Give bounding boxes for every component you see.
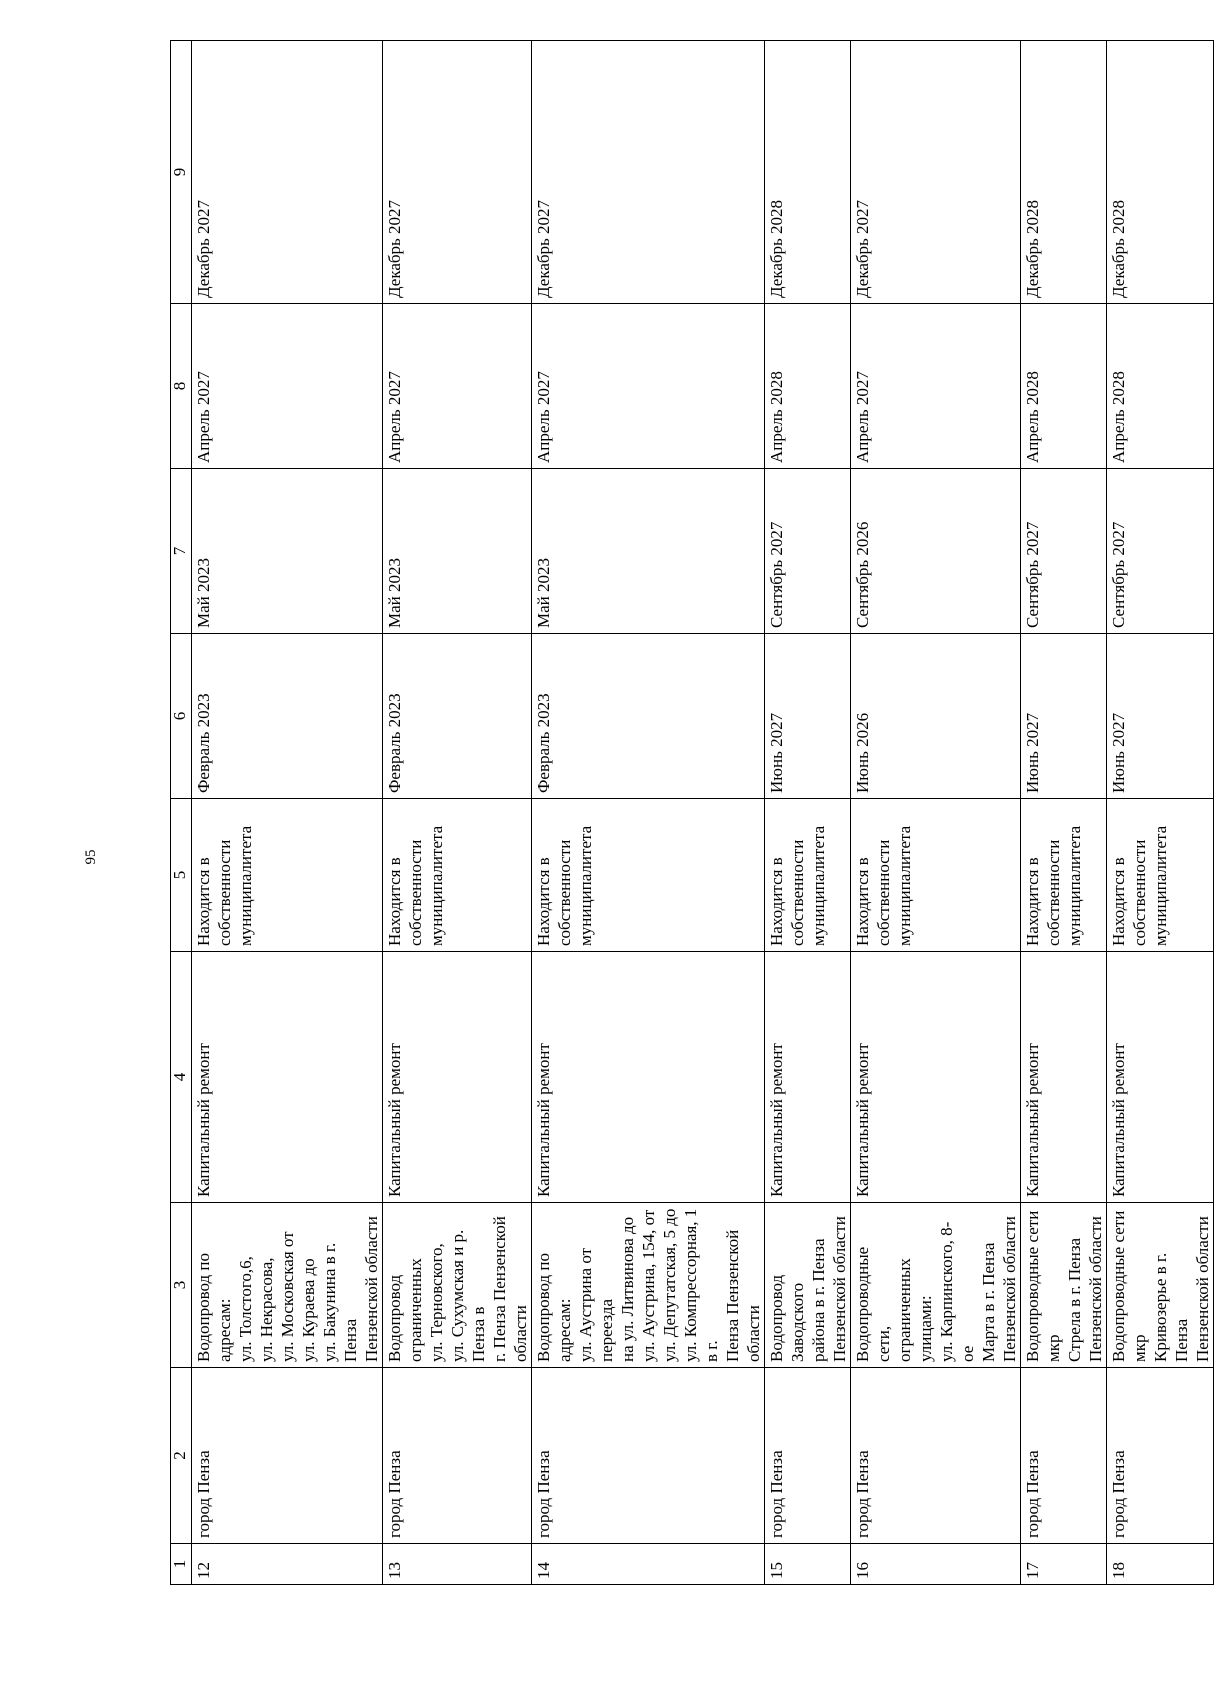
end-date-cell: Сентябрь 2026: [851, 469, 1021, 634]
work-type-cell: Капитальный ремонт: [851, 952, 1021, 1203]
ownership-cell: Находится в собственности муниципалитета: [765, 799, 851, 952]
start-date-cell: Июнь 2027: [765, 634, 851, 799]
locality-cell: город Пенза: [765, 1368, 851, 1544]
object-cell: Водопровод Заводского района в г. Пенза Пензенской области: [765, 1203, 851, 1368]
table-row: [1021, 41, 1107, 1585]
col8-date-cell: Апрель 2027: [192, 304, 383, 469]
locality-cell: город Пенза: [383, 1368, 532, 1544]
object-cell: Водопровод по адресам: ул. Аустрина от переезда на ул. Литвинова до ул. Аустрина, 154, от ул. Депутатская, 5 до ул. Компрессорная, 1 в г. Пенза Пензенской области: [532, 1203, 765, 1368]
start-date-cell: Февраль 2023: [383, 634, 532, 799]
locality-cell: город Пенза: [1107, 1368, 1214, 1544]
row-number: 15: [765, 1544, 851, 1585]
row-number: 13: [383, 1544, 532, 1585]
table-row: [532, 41, 765, 1585]
col9-date-cell: Декабрь 2027: [383, 41, 532, 304]
col8-date-cell: Апрель 2027: [532, 304, 765, 469]
end-date-cell: Май 2023: [383, 469, 532, 634]
work-type-cell: Капитальный ремонт: [192, 952, 383, 1203]
start-date-cell: Июнь 2026: [851, 634, 1021, 799]
ownership-cell: Находится в собственности муниципалитета: [1021, 799, 1107, 952]
col9-date-cell: Декабрь 2027: [532, 41, 765, 304]
col9-date-cell: Декабрь 2027: [851, 41, 1021, 304]
object-cell: Водопровод по адресам: ул. Толстого,6, ул. Некрасова, ул. Московская от ул. Кураева до ул. Бакунина в г. Пенза Пензенской области: [192, 1203, 383, 1368]
col8-date-cell: Апрель 2027: [383, 304, 532, 469]
start-date-cell: Июнь 2027: [1107, 634, 1214, 799]
header-col-1: 1: [171, 1544, 192, 1585]
ownership-cell: Находится в собственности муниципалитета: [1107, 799, 1214, 952]
row-number: 17: [1021, 1544, 1107, 1585]
end-date-cell: Май 2023: [532, 469, 765, 634]
table-row: [765, 41, 851, 1585]
col8-date-cell: Апрель 2028: [1107, 304, 1214, 469]
col9-date-cell: Декабрь 2028: [1021, 41, 1107, 304]
work-type-cell: Капитальный ремонт: [1021, 952, 1107, 1203]
locality-cell: город Пенза: [851, 1368, 1021, 1544]
object-cell: Водопровод ограниченных ул. Терновского, ул. Сухумская и р. Пенза в г. Пенза Пензенской области: [383, 1203, 532, 1368]
col8-date-cell: Апрель 2028: [1021, 304, 1107, 469]
end-date-cell: Май 2023: [192, 469, 383, 634]
end-date-cell: Сентябрь 2027: [1021, 469, 1107, 634]
col9-date-cell: Декабрь 2028: [765, 41, 851, 304]
ownership-cell: Находится в собственности муниципалитета: [532, 799, 765, 952]
work-type-cell: Капитальный ремонт: [1107, 952, 1214, 1203]
work-type-cell: Капитальный ремонт: [532, 952, 765, 1203]
locality-cell: город Пенза: [192, 1368, 383, 1544]
table-row: [1107, 41, 1214, 1585]
header-col-7: 7: [171, 469, 192, 634]
start-date-cell: Июнь 2027: [1021, 634, 1107, 799]
page-number: 95: [83, 849, 99, 865]
row-number: 12: [192, 1544, 383, 1585]
header-col-3: 3: [171, 1203, 192, 1368]
object-cell: Водопроводные сети, ограниченных улицами: ул. Карпинского, 8-ое Марта в г. Пенза Пензенской области: [851, 1203, 1021, 1368]
work-type-cell: Капитальный ремонт: [765, 952, 851, 1203]
table-row: [192, 41, 383, 1585]
rotated-table-wrapper: [170, 50, 1212, 1585]
row-number: 18: [1107, 1544, 1214, 1585]
objects-table: [170, 40, 1214, 1585]
locality-cell: город Пенза: [1021, 1368, 1107, 1544]
table-row: [383, 41, 532, 1585]
header-col-2: 2: [171, 1368, 192, 1544]
ownership-cell: Находится в собственности муниципалитета: [192, 799, 383, 952]
end-date-cell: Сентябрь 2027: [765, 469, 851, 634]
object-cell: Водопроводные сети мкр Кривозерье в г. Пенза Пензенской области: [1107, 1203, 1214, 1368]
work-type-cell: Капитальный ремонт: [383, 952, 532, 1203]
col9-date-cell: Декабрь 2027: [192, 41, 383, 304]
col9-date-cell: Декабрь 2028: [1107, 41, 1214, 304]
start-date-cell: Февраль 2023: [192, 634, 383, 799]
col8-date-cell: Апрель 2028: [765, 304, 851, 469]
header-col-9: 9: [171, 41, 192, 304]
header-col-5: 5: [171, 799, 192, 952]
object-cell: Водопроводные сети мкр Стрела в г. Пенза Пензенской области: [1021, 1203, 1107, 1368]
row-number: 14: [532, 1544, 765, 1585]
row-number: 16: [851, 1544, 1021, 1585]
ownership-cell: Находится в собственности муниципалитета: [383, 799, 532, 952]
end-date-cell: Сентябрь 2027: [1107, 469, 1214, 634]
start-date-cell: Февраль 2023: [532, 634, 765, 799]
locality-cell: город Пенза: [532, 1368, 765, 1544]
ownership-cell: Находится в собственности муниципалитета: [851, 799, 1021, 952]
table-header-row: [171, 41, 192, 1585]
header-col-6: 6: [171, 634, 192, 799]
header-col-4: 4: [171, 952, 192, 1203]
header-col-8: 8: [171, 304, 192, 469]
table-row: [851, 41, 1021, 1585]
col8-date-cell: Апрель 2027: [851, 304, 1021, 469]
